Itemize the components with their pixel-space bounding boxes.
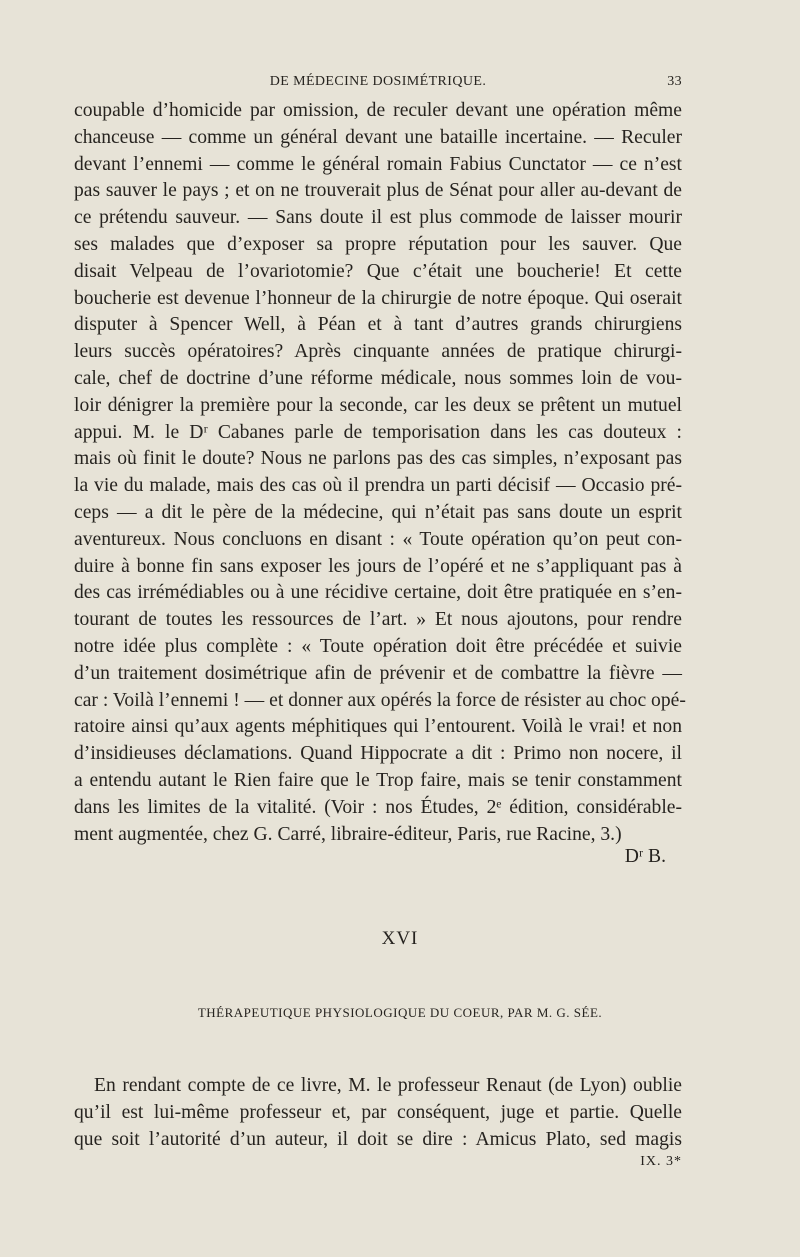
text-line: que soit l’autorité d’un auteur, il doit se dire : Amicus Plato, sed magis xyxy=(74,1128,682,1150)
printer-signature-mark: IX. 3* xyxy=(640,1154,682,1169)
section-title: THÉRAPEUTIQUE PHYSIOLOGIQUE DU COEUR, PAR M. G. SÉE. xyxy=(197,1005,603,1020)
text-line: chanceuse — comme un général devant une bataille incertaine. — Reculer xyxy=(74,126,682,148)
text-line: appui. M. le Dʳ Cabanes parle de temporisation dans les cas douteux : xyxy=(74,421,682,443)
text-line: coupable d’homicide par omission, de reculer devant une opération même xyxy=(74,100,682,121)
text-line: car : Voilà l’ennemi ! — et donner aux opérés la force de résister au choc opé- xyxy=(74,689,686,711)
text-line: a entendu autant le Rien faire que le Trop faire, mais se tenir constamment xyxy=(74,769,682,791)
author-signature: Dʳ B. xyxy=(624,846,666,867)
text-line: cale, chef de doctrine d’une réforme médicale, nous sommes loin de vou- xyxy=(74,367,682,389)
text-line: En rendant compte de ce livre, M. le professeur Renaut (de Lyon) oublie xyxy=(94,1075,682,1096)
text-line: ratoire ainsi qu’aux agents méphitiques qui l’entourent. Voilà le vrai! et non xyxy=(74,716,682,738)
text-line: qu’il est lui-même professeur et, par conséquent, juge et partie. Quelle xyxy=(74,1101,682,1123)
section-number: XVI xyxy=(381,928,419,949)
text-line: devant l’ennemi — comme le général romain Fabius Cunctator — ce n’est xyxy=(74,153,682,175)
text-line: mais où finit le doute? Nous ne parlons pas des cas simples, n’exposant pas xyxy=(74,448,682,470)
text-line: ceps — a dit le père de la médecine, qui n’était pas sans doute un esprit xyxy=(74,501,682,523)
text-line: d’un traitement dosimétrique afin de prévenir et de combattre la fièvre — xyxy=(74,662,682,684)
text-line: ses malades que d’exposer sa propre réputation pour les sauver. Que xyxy=(74,233,682,255)
text-line: d’insidieuses déclamations. Quand Hippocrate a dit : Primo non nocere, il xyxy=(74,743,682,765)
text-line: dans les limites de la vitalité. (Voir : nos Études, 2ᵉ édition, considérable- xyxy=(74,796,682,818)
text-line: loir dénigrer la première pour la seconde, car les deux se prêtent un mutuel xyxy=(74,394,682,416)
text-line: leurs succès opératoires? Après cinquante années de pratique chirurgi- xyxy=(74,341,682,363)
text-line: ce prétendu sauveur. — Sans doute il est plus commode de laisser mourir xyxy=(74,207,682,229)
text-line: boucherie est devenue l’honneur de la chirurgie de notre époque. Qui oserait xyxy=(74,287,682,309)
text-line: tourant de toutes les ressources de l’art. » Et nous ajoutons, pour rendre xyxy=(74,609,682,631)
paragraph-1 xyxy=(74,98,686,848)
running-head-title: DE MÉDECINE DOSIMÉTRIQUE. xyxy=(269,74,487,89)
text-line: disputer à Spencer Well, à Péan et à tant d’autres grands chirurgiens xyxy=(74,314,682,336)
page-number: 33 xyxy=(667,74,682,89)
text-line: disait Velpeau de l’ovariotomie? Que c’était une boucherie! Et cette xyxy=(74,260,682,282)
text-line: la vie du malade, mais des cas où il prendra un parti décisif — Occasio pré- xyxy=(74,475,682,497)
text-line: des cas irrémédiables ou à une récidive certaine, doit être pratiquée en s’en- xyxy=(74,582,682,604)
text-line: ment augmentée, chez G. Carré, libraire-éditeur, Paris, rue Racine, 3.) xyxy=(74,823,622,845)
paragraph-2 xyxy=(74,1073,682,1153)
text-line: pas sauver le pays ; et on ne trouverait plus de Sénat pour aller au-devant de xyxy=(74,180,682,202)
text-line: notre idée plus complète : « Toute opération doit être précédée et suivie xyxy=(74,635,682,657)
text-line: duire à bonne fin sans exposer les jours de l’opéré et ne s’appliquant pas à xyxy=(74,555,682,577)
text-line: aventureux. Nous concluons en disant : « Toute opération qu’on peut con- xyxy=(74,528,682,550)
